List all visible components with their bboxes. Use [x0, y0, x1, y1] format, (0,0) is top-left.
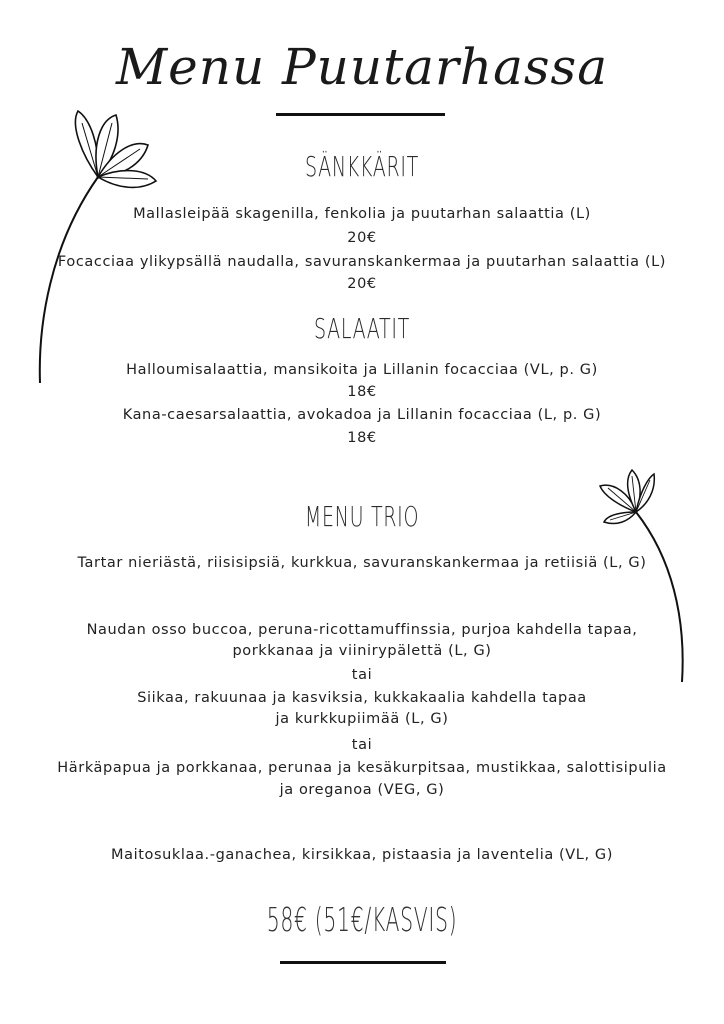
- section-heading-salaatit: SALAATIT: [314, 312, 410, 345]
- trio-main-option: Naudan osso buccoa, peruna-ricottamuffinssia, purjoa kahdella tapaa,: [86, 622, 638, 638]
- menu-item-price: 20€: [347, 230, 377, 246]
- price-underline: [280, 961, 446, 964]
- menu-item-price: 18€: [347, 430, 377, 446]
- or-separator: tai: [351, 667, 373, 683]
- trio-main-option: ja kurkkupiimää (L, G): [275, 711, 449, 727]
- menu-item-price: 18€: [347, 384, 377, 400]
- menu-item-name: Kana-caesarsalaattia, avokadoa ja Lillanin focacciaa (L, p. G): [122, 407, 602, 423]
- trio-starter: Tartar nieriästä, riisisipsiä, kurkkua, savuranskankermaa ja retiisiä (L, G): [77, 555, 647, 571]
- menu-item-name: Halloumisalaattia, mansikoita ja Lillanin focacciaa (VL, p. G): [126, 362, 598, 378]
- menu-item-name: Focacciaa ylikypsällä naudalla, savuranskankermaa ja puutarhan salaattia (L): [57, 254, 667, 270]
- trio-main-option: ja oreganoa (VEG, G): [279, 782, 445, 798]
- trio-main-option: Härkäpapua ja porkkanaa, perunaa ja kesäkurpitsaa, mustikkaa, salottisipulia: [57, 760, 667, 776]
- page-title: Menu Puutarhassa: [115, 38, 609, 96]
- section-heading-menu-trio: MENU TRIO: [304, 500, 420, 533]
- trio-dessert: Maitosuklaa.-ganachea, kirsikkaa, pistaasia ja laventelia (VL, G): [111, 847, 613, 863]
- or-separator: tai: [351, 737, 373, 753]
- trio-main-option: Siikaa, rakuunaa ja kasviksia, kukkakaalia kahdella tapaa: [137, 690, 587, 706]
- trio-price: 58€ (51€/KASVIS): [266, 900, 458, 939]
- title-underline: [276, 113, 445, 116]
- menu-item-price: 20€: [347, 276, 377, 292]
- menu-item-name: Mallasleipää skagenilla, fenkolia ja puutarhan salaattia (L): [133, 206, 591, 222]
- trio-main-option: porkkanaa ja viinirypälettä (L, G): [232, 643, 492, 659]
- section-heading-sankkarit: SÄNKKÄRIT: [305, 150, 419, 183]
- flower-left-icon: [30, 105, 170, 390]
